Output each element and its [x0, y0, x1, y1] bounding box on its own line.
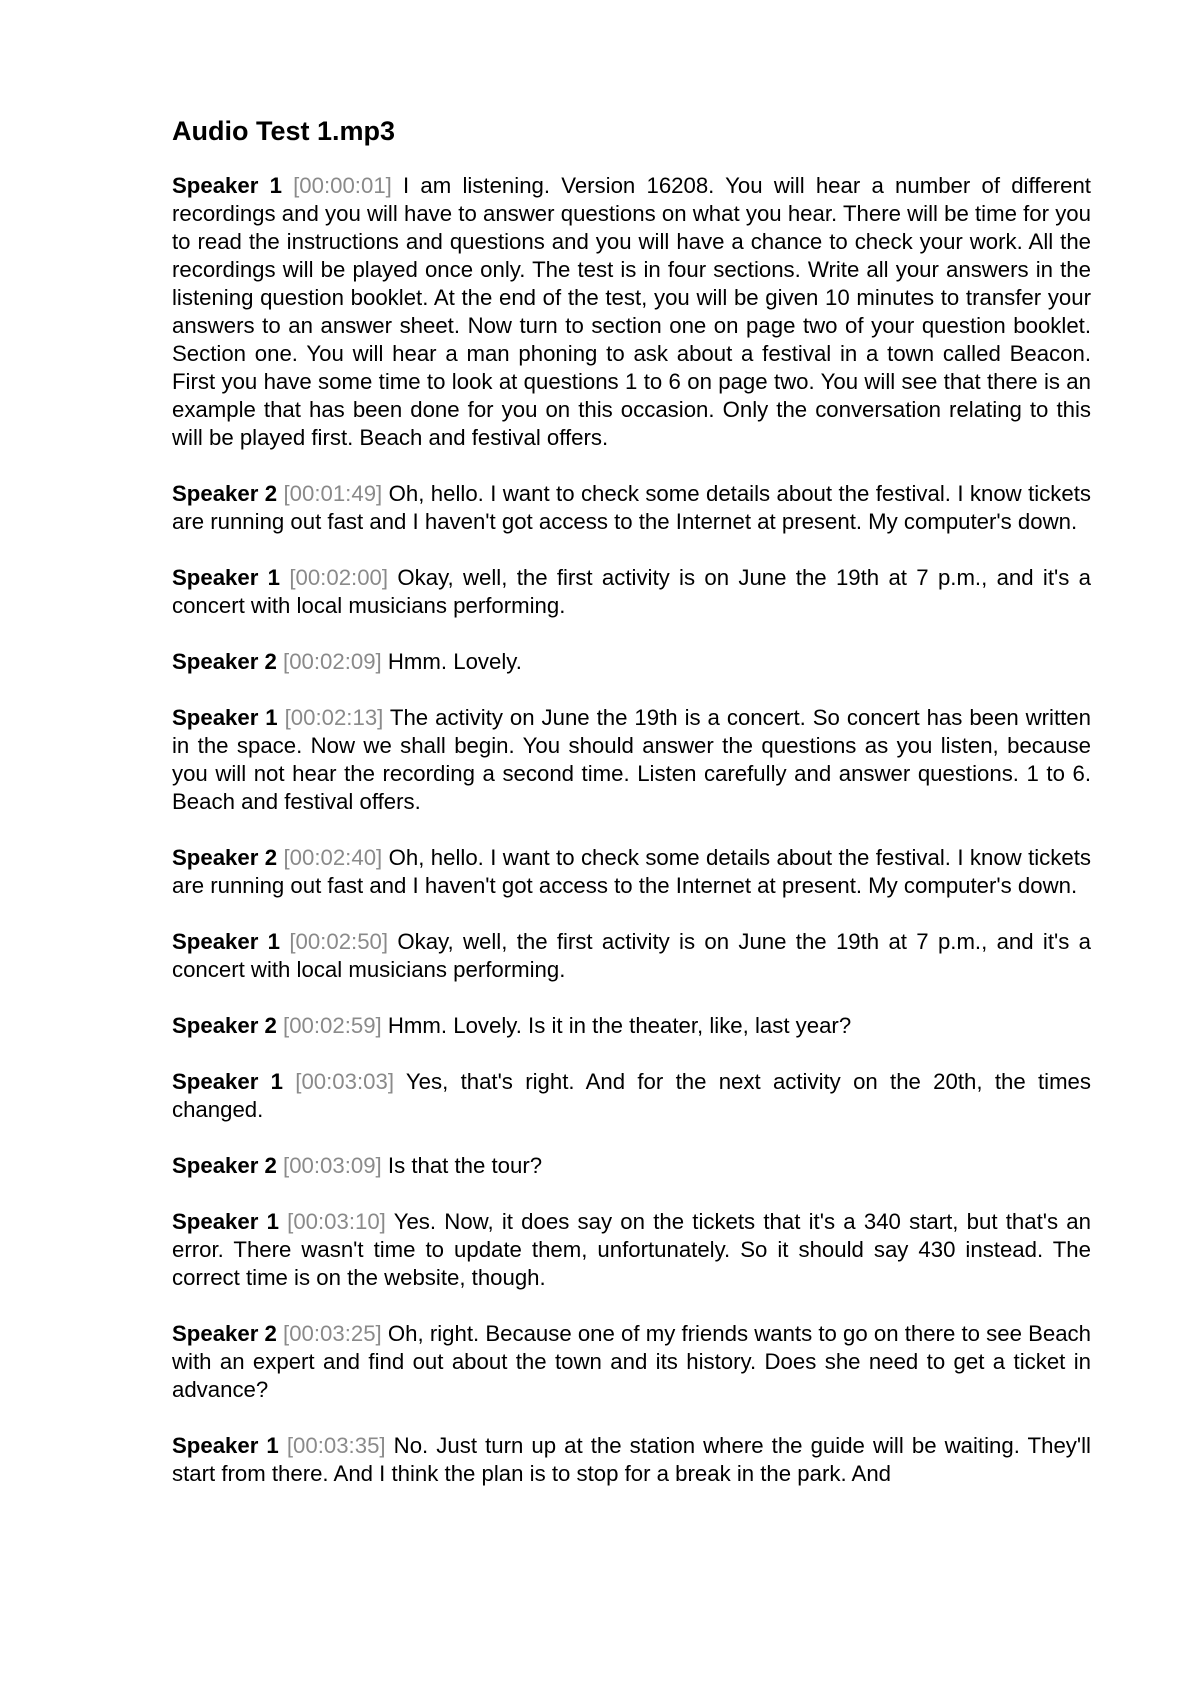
speaker-label: Speaker 2: [172, 845, 278, 870]
transcript-entry: [172, 704, 1091, 816]
speaker-label: Speaker 1: [172, 929, 281, 954]
timestamp: [00:02:59]: [283, 1013, 382, 1038]
timestamp: [00:03:25]: [283, 1321, 382, 1346]
utterance-text: Yes. Now, it does say on the tickets that it's a 340 start, but that's an error. There wasn't time to update them, unfortunately. So it should say 430 instead. The correct time is on the website, though.: [172, 1209, 1091, 1290]
utterance-text: The activity on June the 19th is a concert. So concert has been written in the space. Now we shall begin. You should answer the questions as you listen, because you will not hear the recording a second time. Listen carefully and answer questions. 1 to 6. Beach and festival offers.: [172, 705, 1091, 814]
transcript-entry: [172, 1068, 1091, 1124]
timestamp: [00:03:35]: [286, 1433, 386, 1458]
utterance-text: Okay, well, the first activity is on June the 19th at 7 p.m., and it's a concert with local musicians performing.: [172, 565, 1091, 618]
timestamp: [00:00:01]: [293, 173, 392, 198]
speaker-label: Speaker 1: [172, 1209, 279, 1234]
timestamp: [00:01:49]: [283, 481, 383, 506]
utterance-text: I am listening. Version 16208. You will hear a number of different recordings and you will have to answer questions on what you hear. There will be time for you to read the instructions and questions and you will have a chance to check your work. All the recordings will be played once only. The test is in four sections. Write all your answers in the listening question booklet. At the end of the test, you will be given 10 minutes to transfer your answers to an answer sheet. Now turn to section one on page two of your question booklet. Section one. You will hear a man phoning to ask about a festival in a town called Beacon. First you have some time to look at questions 1 to 6 on page two. You will see that there is an example that has been done for you on this occasion. Only the conversation relating to this will be played first. Beach and festival offers.: [172, 173, 1091, 450]
speaker-label: Speaker 2: [172, 1013, 277, 1038]
utterance-text: Oh, right. Because one of my friends wants to go on there to see Beach with an expert and find out about the town and its history. Does she need to get a ticket in advance?: [172, 1321, 1091, 1402]
transcript-entry: [172, 1320, 1091, 1404]
speaker-label: Speaker 2: [172, 649, 277, 674]
timestamp: [00:03:10]: [287, 1209, 386, 1234]
timestamp: [00:03:09]: [283, 1153, 382, 1178]
transcript-entry: [172, 172, 1091, 452]
transcript-entry: [172, 1208, 1091, 1292]
timestamp: [00:02:00]: [289, 565, 389, 590]
utterance-text: Okay, well, the first activity is on June the 19th at 7 p.m., and it's a concert with local musicians performing.: [172, 929, 1091, 982]
utterance-text: Is that the tour?: [387, 1153, 543, 1178]
transcript-entry: [172, 480, 1091, 536]
timestamp: [00:02:09]: [283, 649, 382, 674]
speaker-label: Speaker 1: [172, 1433, 279, 1458]
utterance-text: Yes, that's right. And for the next activity on the 20th, the times changed.: [172, 1069, 1091, 1122]
transcript-entry: [172, 844, 1091, 900]
speaker-label: Speaker 2: [172, 1153, 277, 1178]
speaker-label: Speaker 1: [172, 1069, 283, 1094]
transcript-entry: [172, 648, 1091, 676]
timestamp: [00:03:03]: [295, 1069, 394, 1094]
transcript-entry: [172, 1152, 1091, 1180]
utterance-text: Oh, hello. I want to check some details about the festival. I know tickets are running out fast and I haven't got access to the Internet at present. My computer's down.: [172, 845, 1091, 898]
speaker-label: Speaker 1: [172, 173, 282, 198]
utterance-text: No. Just turn up at the station where the guide will be waiting. They'll start from there. And I think the plan is to stop for a break in the park. And: [172, 1433, 1091, 1486]
transcript-entry: [172, 928, 1091, 984]
speaker-label: Speaker 2: [172, 481, 278, 506]
transcript-entry: [172, 564, 1091, 620]
timestamp: [00:02:40]: [283, 845, 383, 870]
speaker-label: Speaker 1: [172, 565, 281, 590]
utterance-text: Oh, hello. I want to check some details about the festival. I know tickets are running out fast and I haven't got access to the Internet at present. My computer's down.: [172, 481, 1091, 534]
speaker-label: Speaker 2: [172, 1321, 277, 1346]
transcript-entry: [172, 1012, 1091, 1040]
transcript-entry: [172, 1432, 1091, 1488]
document-title: Audio Test 1.mp3: [172, 116, 396, 146]
transcript-entries: [172, 172, 1091, 1488]
utterance-text: Hmm. Lovely.: [387, 649, 522, 674]
timestamp: [00:02:13]: [284, 705, 384, 730]
transcript-page: [172, 112, 1091, 1516]
utterance-text: Hmm. Lovely. Is it in the theater, like, last year?: [387, 1013, 852, 1038]
speaker-label: Speaker 1: [172, 705, 278, 730]
timestamp: [00:02:50]: [289, 929, 389, 954]
